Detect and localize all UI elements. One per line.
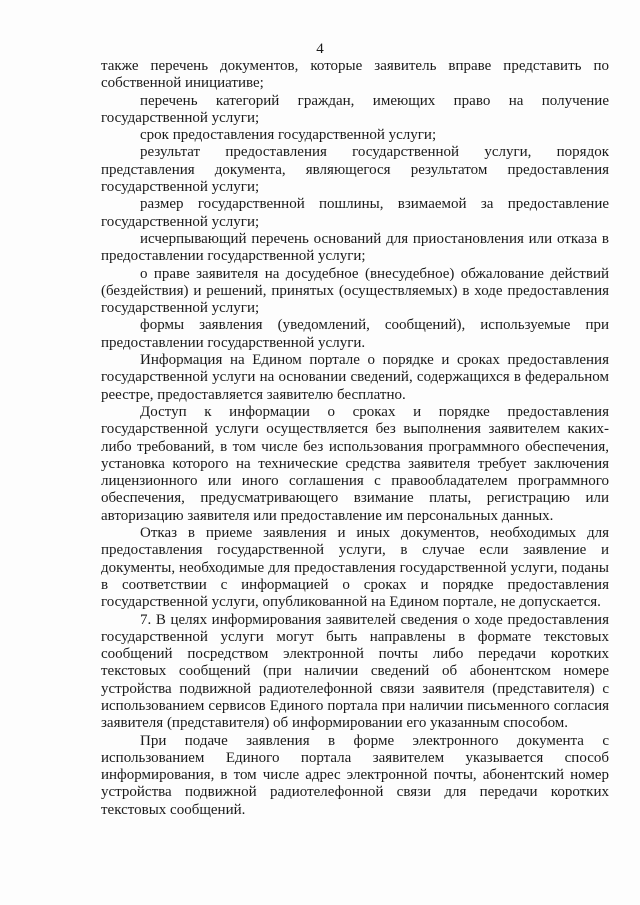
list-item-result: результат предоставления государственной услуги, порядок представления документа, являющегося результатом предоставления государственной услуги;: [101, 144, 609, 196]
paragraph-refusal: Отказ в приеме заявления и иных документов, необходимых для предоставления государственной услуги, в случае если заявление и документы, необходимые для предоставления государственной услуги, поданы в соответствии с информацией о сроках и порядке предоставления государственной услуги, опубликованной на Едином портале, не допускается.: [101, 525, 609, 611]
page-number: 4: [316, 41, 324, 57]
list-item-forms: формы заявления (уведомлений, сообщений), используемые при предоставлении государственной услуги.: [101, 317, 609, 351]
paragraph-portal-info: Информация на Едином портале о порядке и сроках предоставления государственной услуги на основании сведений, содержащихся в федеральном реестре, предоставляется заявителю бесплатно.: [101, 352, 609, 403]
paragraph-electronic-submission: При подаче заявления в форме электронного документа с использованием Единого портала заявителем указывается способ информирования, в том числе адрес электронной почты, абонентский номер устройства подвижной радиотелефонной связи для передачи коротких текстовых сообщений.: [101, 732, 609, 818]
paragraph-access: Доступ к информации о сроках и порядке предоставления государственной услуги осуществляется без выполнения заявителем каких-либо требований, в том числе без использования программного обеспечения, установка которого на технические средства заявителя требует заключения лицензионного или иного соглашения с правообладателем программного обеспечения, предусматривающего взимание платы, регистрацию или авторизацию заявителя или предоставление им персональных данных.: [101, 403, 609, 524]
list-item-categories: перечень категорий граждан, имеющих право на получение государственной услуги;: [101, 92, 609, 126]
list-item-grounds: исчерпывающий перечень оснований для приостановления или отказа в предоставлении государственной услуги;: [101, 230, 609, 265]
list-item-fee: размер государственной пошлины, взимаемой за предоставление государственной услуги;: [101, 196, 609, 230]
paragraph-section-7: 7. В целях информирования заявителей сведения о ходе предоставления государственной услуги могут быть направлены в формате текстовых сообщений посредством электронной почты либо передачи коротких текстовых сообщений (при наличии сведений об абонентском номере устройства подвижной радиотелефонной связи заявителя (представителя) с использованием сервисов Единого портала при наличии письменного согласия заявителя (представителя) об информировании его указанным способом.: [101, 611, 609, 732]
list-item-term: срок предоставления государственной услуги;: [140, 127, 437, 144]
document-body: [101, 58, 609, 819]
paragraph-continuation: также перечень документов, которые заявитель вправе представить по собственной инициативе;: [101, 58, 609, 92]
list-item-appeal: о праве заявителя на досудебное (внесудебное) обжалование действий (бездействия) и решений, принятых (осуществляемых) в ходе предоставления государственной услуги;: [101, 265, 609, 317]
